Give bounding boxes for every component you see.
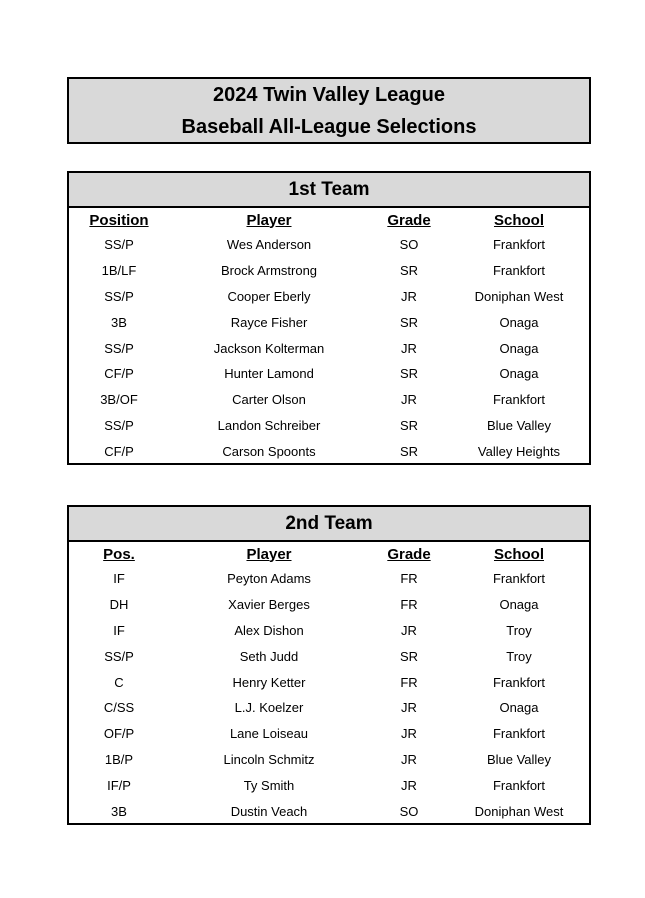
grade-cell: JR [401, 777, 417, 793]
grade-cell: JR [401, 288, 417, 304]
second-team-table [69, 542, 589, 824]
grade-header: Grade [387, 545, 431, 563]
school-cell: Blue Valley [486, 417, 552, 433]
player-cell: Cooper Eberly [227, 288, 311, 304]
position-cell: 3B [111, 314, 127, 330]
position-cell: IF/P [107, 777, 131, 793]
player-cell: Carter Olson [232, 392, 306, 408]
header-row [69, 542, 589, 566]
first-team-table [69, 208, 589, 464]
school-cell: Frankfort [492, 392, 545, 408]
table-row [69, 618, 589, 644]
player-cell: Seth Judd [239, 648, 299, 664]
player-cell: Brock Armstrong [220, 263, 318, 279]
grade-cell: SR [399, 314, 419, 330]
school-cell: Troy [506, 622, 532, 638]
school-cell: Blue Valley [486, 751, 552, 767]
table-row [69, 669, 589, 695]
position-cell: DH [109, 597, 129, 613]
first-team-box [67, 171, 591, 465]
table-row [69, 438, 589, 464]
school-cell: Onaga [499, 314, 539, 330]
grade-cell: FR [400, 597, 418, 613]
grade-cell: FR [400, 674, 418, 690]
first-team-heading: 1st Team [69, 173, 589, 208]
player-cell: Hunter Lamond [224, 366, 314, 382]
school-cell: Troy [506, 648, 532, 664]
grade-cell: SR [399, 648, 419, 664]
school-cell: Doniphan West [474, 803, 564, 819]
player-cell: Alex Dishon [234, 622, 304, 638]
title-line-1: 2024 Twin Valley League [213, 83, 445, 106]
position-cell: IF [113, 622, 125, 638]
position-cell: 1B/LF [101, 263, 137, 279]
player-cell: Henry Ketter [232, 674, 306, 690]
position-cell: SS/P [104, 288, 134, 304]
grade-cell: FR [400, 571, 418, 587]
school-cell: Frankfort [492, 571, 545, 587]
school-cell: Onaga [499, 597, 539, 613]
grade-cell: JR [401, 392, 417, 408]
table-row [69, 566, 589, 592]
grade-cell: SO [399, 237, 419, 253]
second-team-heading: 2nd Team [69, 507, 589, 542]
school-cell: Frankfort [492, 777, 545, 793]
player-cell: Xavier Berges [228, 597, 310, 613]
position-header: Position [89, 211, 149, 229]
position-cell: IF [113, 571, 125, 587]
position-cell: SS/P [104, 237, 134, 253]
school-cell: Doniphan West [474, 288, 564, 304]
school-cell: Frankfort [492, 237, 545, 253]
player-cell: Peyton Adams [227, 571, 311, 587]
player-cell: Wes Anderson [226, 237, 312, 253]
player-cell: Dustin Veach [230, 803, 308, 819]
position-cell: CF/P [104, 443, 134, 459]
table-row [69, 592, 589, 618]
grade-cell: SR [399, 366, 419, 382]
position-cell: CF/P [104, 366, 134, 382]
table-row [69, 798, 589, 824]
school-cell: Frankfort [492, 726, 545, 742]
table-row [69, 284, 589, 310]
table-row [69, 309, 589, 335]
grade-cell: SR [399, 263, 419, 279]
player-cell: Carson Spoonts [222, 443, 316, 459]
grade-cell: JR [401, 726, 417, 742]
grade-cell: JR [401, 700, 417, 716]
position-cell: C [114, 674, 124, 690]
table-row [69, 721, 589, 747]
grade-header: Grade [387, 211, 431, 229]
school-cell: Onaga [499, 366, 539, 382]
table-row [69, 387, 589, 413]
table-row [69, 335, 589, 361]
grade-cell: SO [399, 803, 419, 819]
position-cell: OF/P [103, 726, 135, 742]
school-cell: Onaga [499, 340, 539, 356]
position-cell: 3B/OF [100, 392, 138, 408]
table-row [69, 413, 589, 439]
position-cell: SS/P [104, 417, 134, 433]
position-cell: C/SS [103, 700, 135, 716]
second-team-box [67, 505, 591, 825]
header-row [69, 208, 589, 232]
player-cell: Rayce Fisher [230, 314, 308, 330]
player-cell: Ty Smith [243, 777, 295, 793]
table-row [69, 258, 589, 284]
school-header: School [493, 211, 544, 229]
position-cell: SS/P [104, 340, 134, 356]
school-cell: Onaga [499, 700, 539, 716]
position-cell: 3B [111, 803, 127, 819]
player-header: Player [246, 211, 292, 229]
player-cell: Lane Loiseau [229, 726, 309, 742]
table-row [69, 695, 589, 721]
school-cell: Frankfort [492, 674, 545, 690]
position-cell: 1B/P [104, 751, 134, 767]
school-cell: Frankfort [492, 263, 545, 279]
position-cell: SS/P [104, 648, 134, 664]
grade-cell: SR [399, 417, 419, 433]
table-row [69, 361, 589, 387]
grade-cell: SR [399, 443, 419, 459]
school-cell: Valley Heights [477, 443, 561, 459]
player-cell: Jackson Kolterman [213, 340, 325, 356]
player-cell: L.J. Koelzer [234, 700, 304, 716]
table-row [69, 232, 589, 258]
player-header: Player [246, 545, 292, 563]
player-cell: Lincoln Schmitz [223, 751, 315, 767]
title-line-2: Baseball All-League Selections [181, 115, 477, 138]
grade-cell: JR [401, 622, 417, 638]
table-row [69, 643, 589, 669]
table-row [69, 747, 589, 773]
title-box [67, 77, 591, 144]
school-header: School [493, 545, 544, 563]
position-header: Pos. [103, 545, 135, 563]
grade-cell: JR [401, 751, 417, 767]
grade-cell: JR [401, 340, 417, 356]
table-row [69, 772, 589, 798]
player-cell: Landon Schreiber [217, 417, 321, 433]
